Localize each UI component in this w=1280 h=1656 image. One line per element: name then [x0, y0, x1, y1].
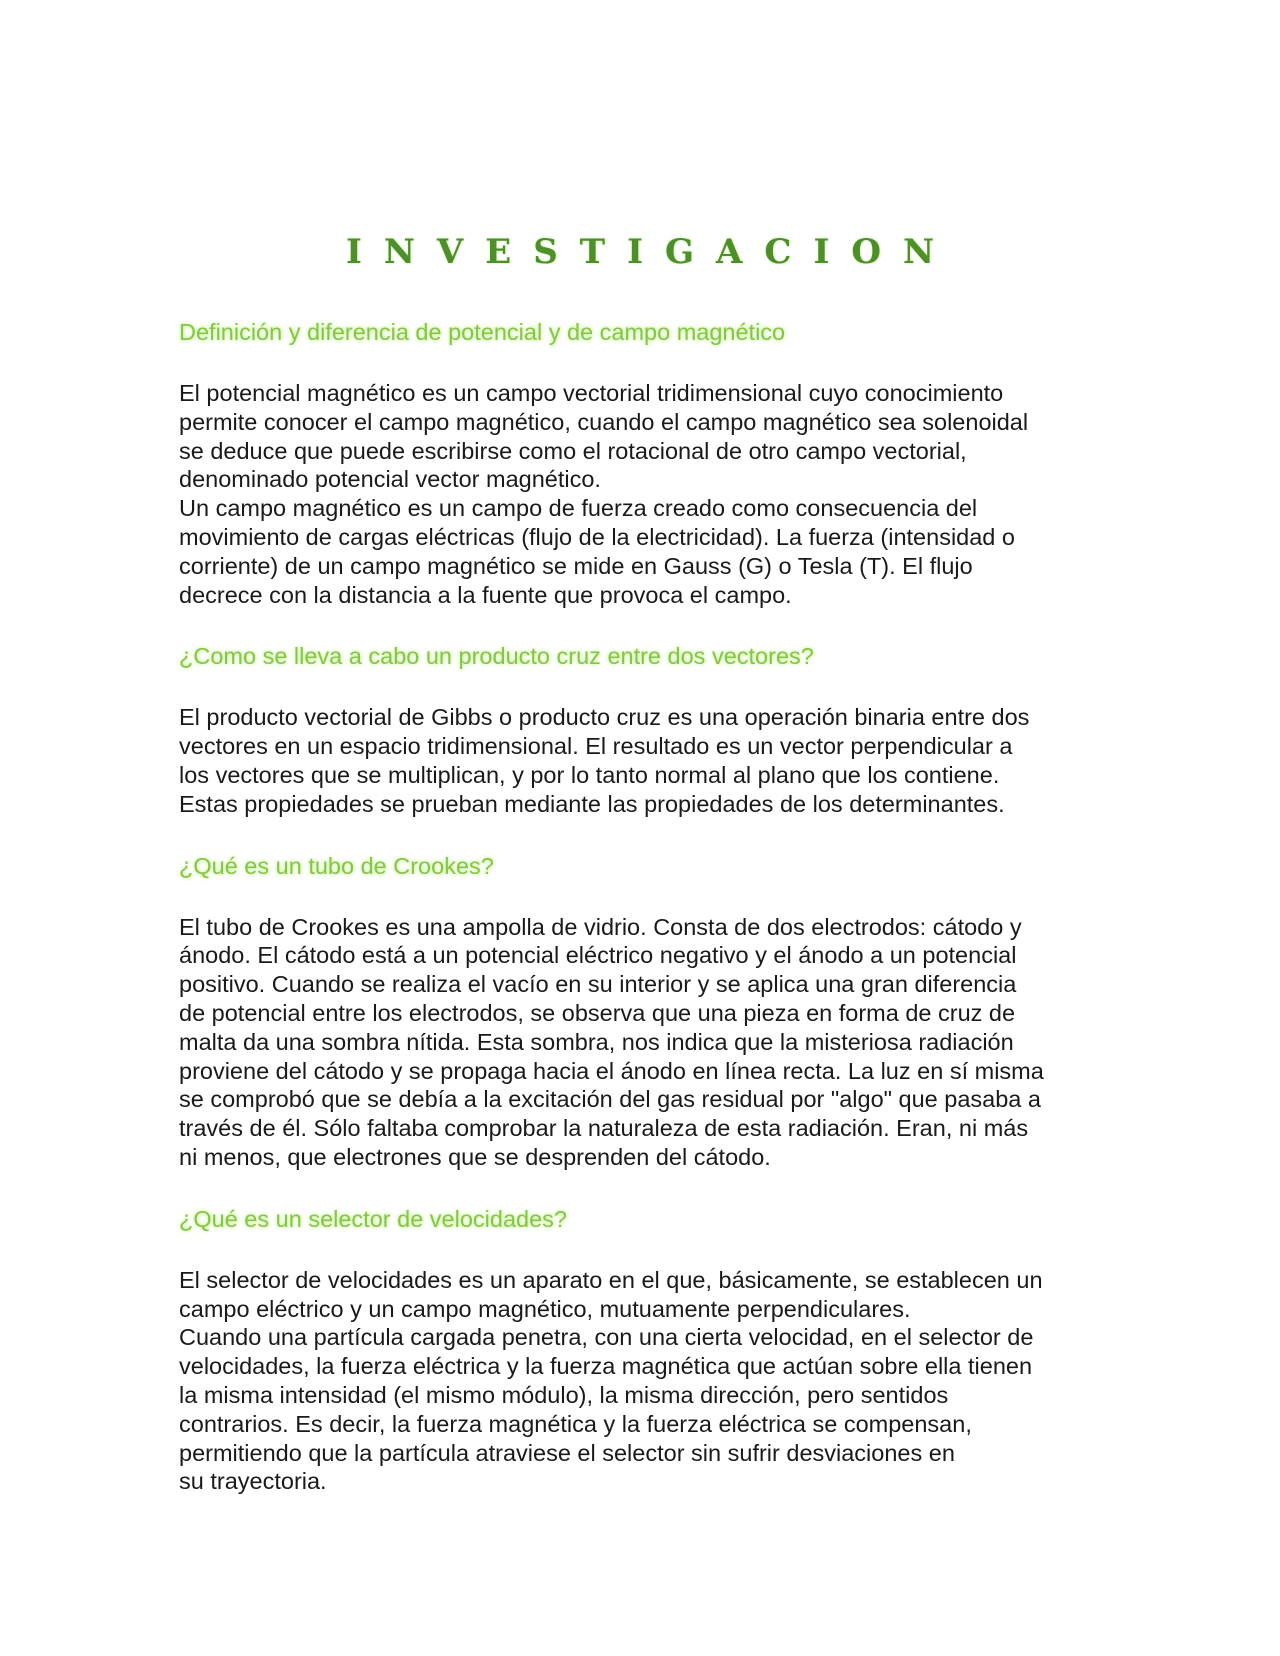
text-line: Cuando una partícula cargada penetra, con una cierta velocidad, en el selector de — [179, 1324, 1034, 1351]
text-line: vectores en un espacio tridimensional. El resultado es un vector perpendicular a — [179, 733, 1013, 760]
text-line: través de él. Sólo faltaba comprobar la naturaleza de esta radiación. Eran, ni más — [179, 1115, 1029, 1142]
text-line: se comprobó que se debía a la excitación del gas residual por "algo" que pasaba a — [179, 1086, 1041, 1113]
text-line: permite conocer el campo magnético, cuando el campo magnético sea solenoidal — [179, 408, 1029, 435]
text-line: El selector de velocidades es un aparato en el que, básicamente, se establecen un — [179, 1266, 1043, 1293]
text-line: los vectores que se multiplican, y por lo tanto normal al plano que los contiene. — [179, 761, 1000, 788]
text-line: Un campo magnético es un campo de fuerza creado como consecuencia del — [179, 495, 978, 522]
section-cross-product — [179, 642, 1119, 818]
text-line: la misma intensidad (el mismo módulo), la misma dirección, pero sentidos — [179, 1381, 949, 1408]
text-line: denominado potencial vector magnético. — [179, 466, 601, 493]
text-line: El producto vectorial de Gibbs o producto cruz es una operación binaria entre dos — [179, 704, 1030, 731]
section-heading: ¿Como se lleva a cabo un producto cruz entre dos vectores? — [179, 643, 814, 670]
text-line: permitiendo que la partícula atraviese el selector sin sufrir desviaciones en — [179, 1439, 955, 1466]
section-heading: Definición y diferencia de potencial y de campo magnético — [179, 319, 786, 345]
text-line: campo eléctrico y un campo magnético, mutuamente perpendiculares. — [179, 1295, 911, 1322]
text-line: de potencial entre los electrodos, se observa que una pieza en forma de cruz de — [179, 999, 1016, 1026]
text-line: su trayectoria. — [179, 1468, 327, 1495]
paragraph — [179, 1266, 1119, 1324]
text-line: se deduce que puede escribirse como el rotacional de otro campo vectorial, — [179, 437, 967, 464]
paragraph — [179, 1323, 1119, 1496]
text-line: ni menos, que electrones que se desprenden del cátodo. — [179, 1143, 771, 1170]
document-body — [179, 318, 1119, 1496]
text-line: corriente) de un campo magnético se mide en Gauss (G) o Tesla (T). El flujo — [179, 552, 973, 579]
section-crookes-tube — [179, 852, 1119, 1172]
section-velocity-selector — [179, 1205, 1119, 1496]
text-line: movimiento de cargas eléctricas (flujo de la electricidad). La fuerza (intensidad o — [179, 523, 1015, 550]
text-line: velocidades, la fuerza eléctrica y la fuerza magnética que actúan sobre ella tienen — [179, 1353, 1033, 1380]
section-magnetic-potential — [179, 318, 1119, 609]
text-line: proviene del cátodo y se propaga hacia el ánodo en línea recta. La luz en sí misma — [179, 1057, 1044, 1084]
text-line: Estas propiedades se prueban mediante las propiedades de los determinantes. — [179, 790, 1005, 817]
text-line: El potencial magnético es un campo vectorial tridimensional cuyo conocimiento — [179, 380, 1004, 406]
text-line: El tubo de Crookes es una ampolla de vidrio. Consta de dos electrodos: cátodo y — [179, 913, 1022, 940]
paragraph — [179, 913, 1119, 1172]
paragraph — [179, 379, 1119, 494]
section-heading: ¿Qué es un tubo de Crookes? — [179, 852, 494, 879]
text-line: contrarios. Es decir, la fuerza magnética y la fuerza eléctrica se compensan, — [179, 1410, 972, 1437]
paragraph — [179, 494, 1119, 609]
text-line: positivo. Cuando se realiza el vacío en su interior y se aplica una gran diferencia — [179, 971, 1017, 998]
paragraph — [179, 703, 1119, 818]
text-line: malta da una sombra nítida. Esta sombra, nos indica que la misteriosa radiación — [179, 1028, 1014, 1055]
text-line: decrece con la distancia a la fuente que provoca el campo. — [179, 581, 792, 608]
document-title: INVESTIGACION — [345, 232, 957, 272]
text-line: ánodo. El cátodo está a un potencial eléctrico negativo y el ánodo a un potencial — [179, 942, 1017, 969]
section-heading: ¿Qué es un selector de velocidades? — [179, 1205, 567, 1232]
